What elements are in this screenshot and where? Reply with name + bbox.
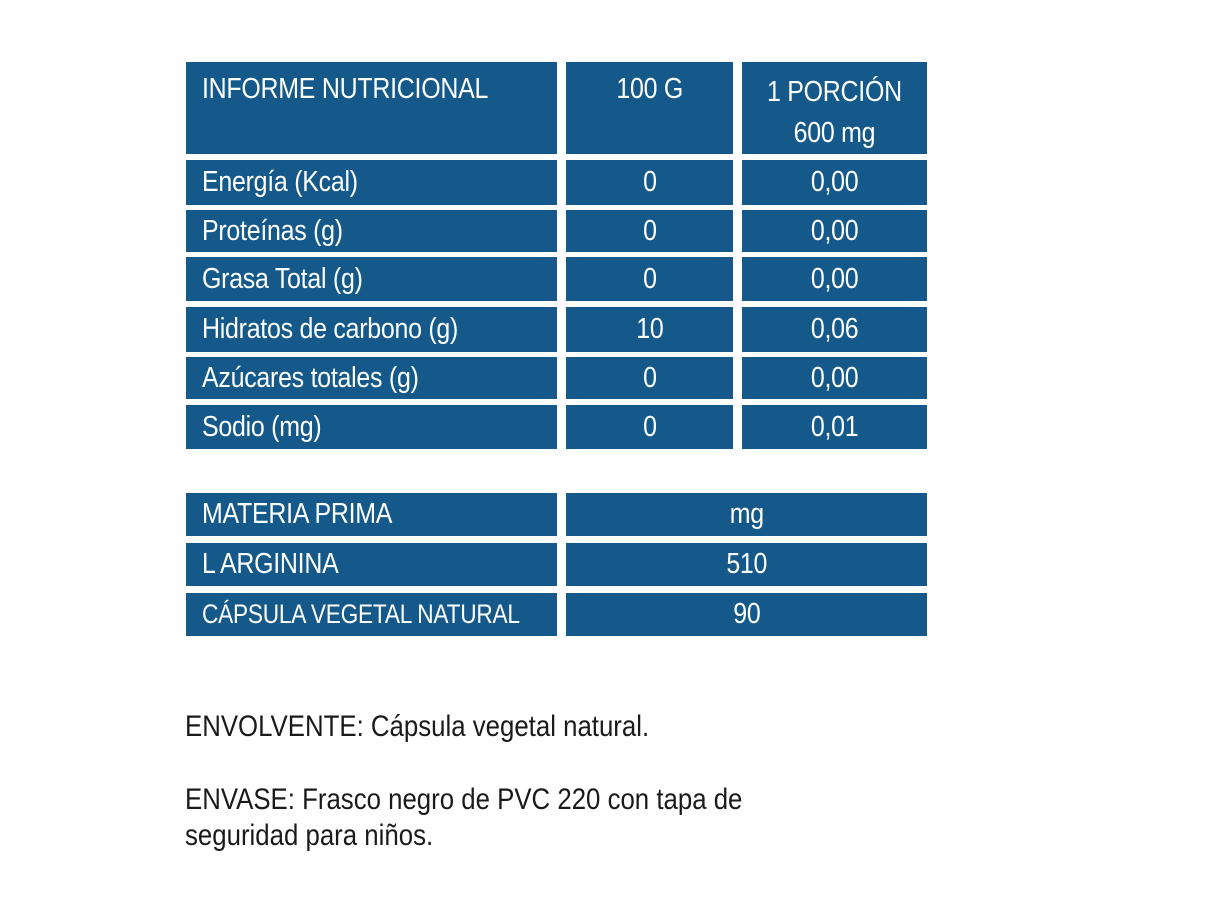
nutrition-header-100g: 100 G (566, 62, 733, 154)
table-row-label: Sodio (mg) (186, 405, 557, 449)
materials-header-unit: mg (566, 493, 927, 536)
envase-note-line-1: ENVASE: Frasco negro de PVC 220 con tapa de (185, 783, 743, 816)
envase-note (185, 782, 742, 854)
nutrition-header-label: INFORME NUTRICIONAL (186, 62, 557, 154)
table-row-value: 510 (566, 543, 927, 586)
table-row-per-portion: 0,06 (742, 307, 927, 352)
envolvente-note: ENVOLVENTE: Cápsula vegetal natural. (185, 710, 650, 743)
table-row-label: Energía (Kcal) (186, 160, 557, 205)
portion-header-size: 600 mg (793, 116, 876, 149)
materials-header-label: MATERIA PRIMA (186, 493, 557, 536)
table-row-per100g: 0 (566, 405, 733, 449)
table-row-label: Grasa Total (g) (186, 257, 557, 301)
table-row-label: L ARGININA (186, 543, 557, 586)
table-row-label: CÁPSULA VEGETAL NATURAL (186, 593, 557, 636)
table-row-per100g: 0 (566, 257, 733, 301)
table-row-per-portion: 0,00 (742, 357, 927, 399)
table-row-per-portion: 0,01 (742, 405, 927, 449)
table-row-per-portion: 0,00 (742, 210, 927, 252)
table-row-per-portion: 0,00 (742, 160, 927, 205)
envase-note-line-2: seguridad para niños. (185, 819, 434, 852)
table-row-label: Azúcares totales (g) (186, 357, 557, 399)
nutrition-header-portion (742, 62, 927, 154)
portion-header-title: 1 PORCIÓN (767, 76, 902, 108)
table-row-value: 90 (566, 593, 927, 636)
table-row-per100g: 10 (566, 307, 733, 352)
table-row-per-portion: 0,00 (742, 257, 927, 301)
table-row-per100g: 0 (566, 210, 733, 252)
table-row-label: Proteínas (g) (186, 210, 557, 252)
table-row-label: Hidratos de carbono (g) (186, 307, 557, 352)
table-row-per100g: 0 (566, 160, 733, 205)
table-row-per100g: 0 (566, 357, 733, 399)
